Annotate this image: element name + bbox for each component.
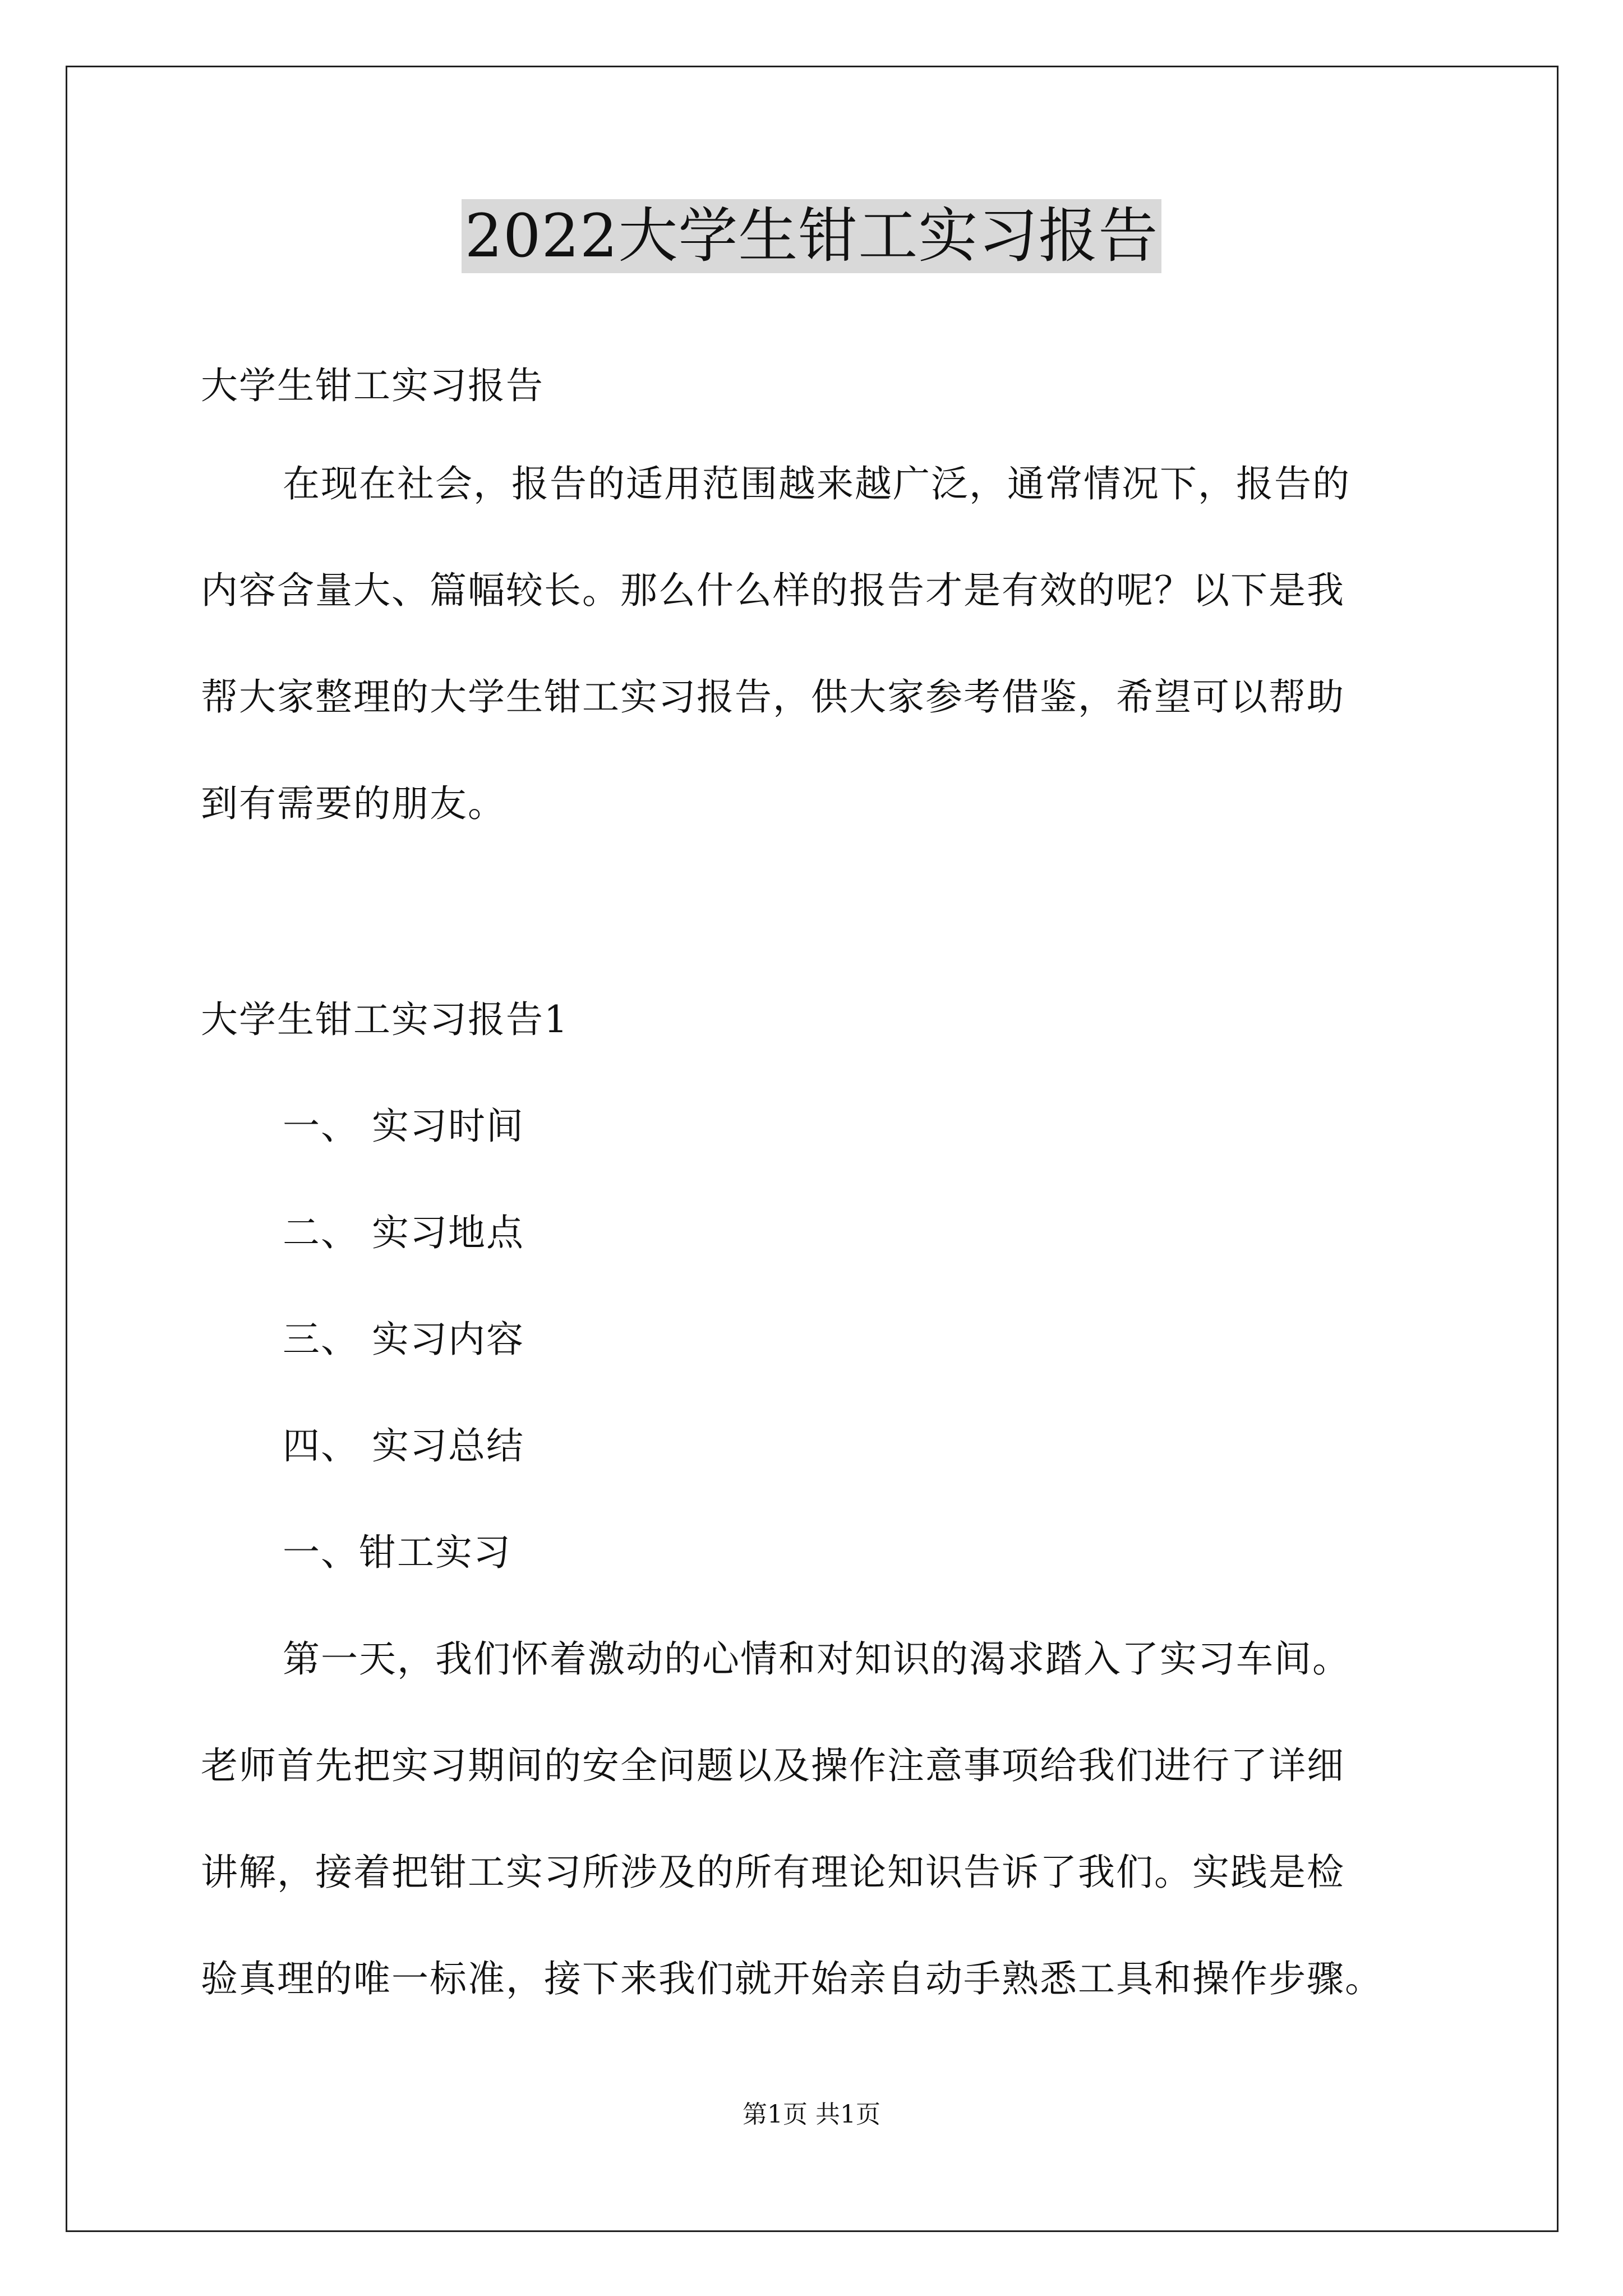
body-line-4: 验真理的唯一标准，接下来我们就开始亲自动手熟悉工具和操作步骤。 — [201, 1957, 1383, 2000]
intro-line-2: 内容含量大、篇幅较长。那么什么样的报告才是有效的呢？以下是我 — [201, 569, 1345, 612]
document-title: 2022大学生钳工实习报告 — [462, 199, 1162, 273]
outline-item-4: 四、 实习总结 — [283, 1424, 524, 1467]
document-subtitle: 大学生钳工实习报告 — [201, 364, 544, 407]
title-area — [0, 199, 1623, 273]
body-line-1: 第一天，我们怀着激动的心情和对知识的渴求踏入了实习车间。 — [283, 1637, 1350, 1681]
outline-item-1: 一、 实习时间 — [283, 1105, 524, 1148]
body-line-3: 讲解，接着把钳工实习所涉及的所有理论知识告诉了我们。实践是检 — [201, 1851, 1345, 1894]
section-title: 大学生钳工实习报告1 — [201, 998, 569, 1041]
outline-item-3: 三、 实习内容 — [283, 1318, 524, 1361]
outline-item-2: 二、 实习地点 — [283, 1211, 524, 1254]
page-number-footer: 第1页 共1页 — [743, 2100, 880, 2129]
subheading: 一、钳工实习 — [283, 1531, 511, 1574]
body-line-2: 老师首先把实习期间的安全问题以及操作注意事项给我们进行了详细 — [201, 1744, 1345, 1787]
intro-line-1: 在现在社会，报告的适用范围越来越广泛，通常情况下，报告的 — [283, 462, 1350, 505]
intro-line-4: 到有需要的朋友。 — [201, 782, 506, 825]
intro-line-3: 帮大家整理的大学生钳工实习报告，供大家参考借鉴，希望可以帮助 — [201, 675, 1345, 719]
